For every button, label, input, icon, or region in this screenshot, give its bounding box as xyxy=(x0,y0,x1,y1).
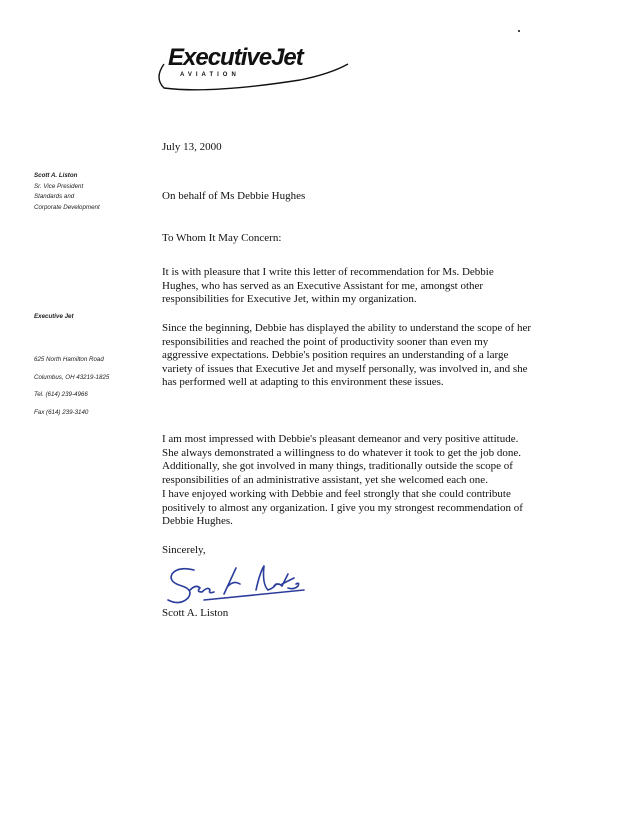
handwritten-signature xyxy=(164,560,324,608)
letter-closing: Sincerely, xyxy=(162,544,206,556)
letter-paragraph-3: I am most impressed with Debbie's pleasant demeanor and very positive attitude. She always demonstrated a willingness to do whatever it took to get the job done. Additionally, she got involved in many things, traditionally outside the scope of responsibilities of an administrative assistant, yet she welcomed each one. xyxy=(162,433,521,486)
signer-name: Scott A. Liston xyxy=(162,607,229,619)
address-line: 625 North Hamilton Road xyxy=(34,356,104,363)
phone-line: Tel. (614) 239-4966 xyxy=(34,391,88,398)
letter-date: July 13, 2000 xyxy=(162,141,222,153)
company-block xyxy=(34,312,144,323)
logo-wordmark: ExecutiveJet xyxy=(168,44,303,71)
letter-subject: On behalf of Ms Debbie Hughes xyxy=(162,190,306,202)
address-line: Columbus, OH 43219-1825 xyxy=(34,373,110,381)
company-logo xyxy=(150,44,350,94)
letter-paragraph-2: Since the beginning, Debbie has displayed the ability to understand the scope of her responsibilities and reached the point of productivity sooner than even my aggressive expectations. Debbie's position requires an understanding of a large variety of issues that Executive Jet and myself personally, was involved in, and she has performed well at adapting to this environment these issues. xyxy=(162,322,532,389)
address-block xyxy=(34,355,144,425)
sender-title-line: Standards and xyxy=(34,193,75,200)
sender-name: Scott A. Liston xyxy=(34,172,78,179)
letter-paragraph-4: I have enjoyed working with Debbie and feel strongly that she could contribute positively to almost any organization. I give you my strongest recommendation of Debbie Hughes. xyxy=(162,488,523,528)
sender-title-line: Sr. Vice President xyxy=(34,182,84,190)
sender-title-line: Corporate Development xyxy=(34,203,100,211)
sender-block xyxy=(34,171,144,213)
company-name: Executive Jet xyxy=(34,313,74,320)
letter-salutation: To Whom It May Concern: xyxy=(162,232,282,244)
logo-subtitle: AVIATION xyxy=(180,72,240,78)
scan-speck xyxy=(518,30,520,32)
fax-line: Fax (614) 239-3140 xyxy=(34,408,89,416)
letter-paragraph-1: It is with pleasure that I write this letter of recommendation for Ms. Debbie Hughes, who has served as an Executive Assistant for me, amongst other responsibilities for Executive Jet, within my organization. xyxy=(162,266,494,306)
